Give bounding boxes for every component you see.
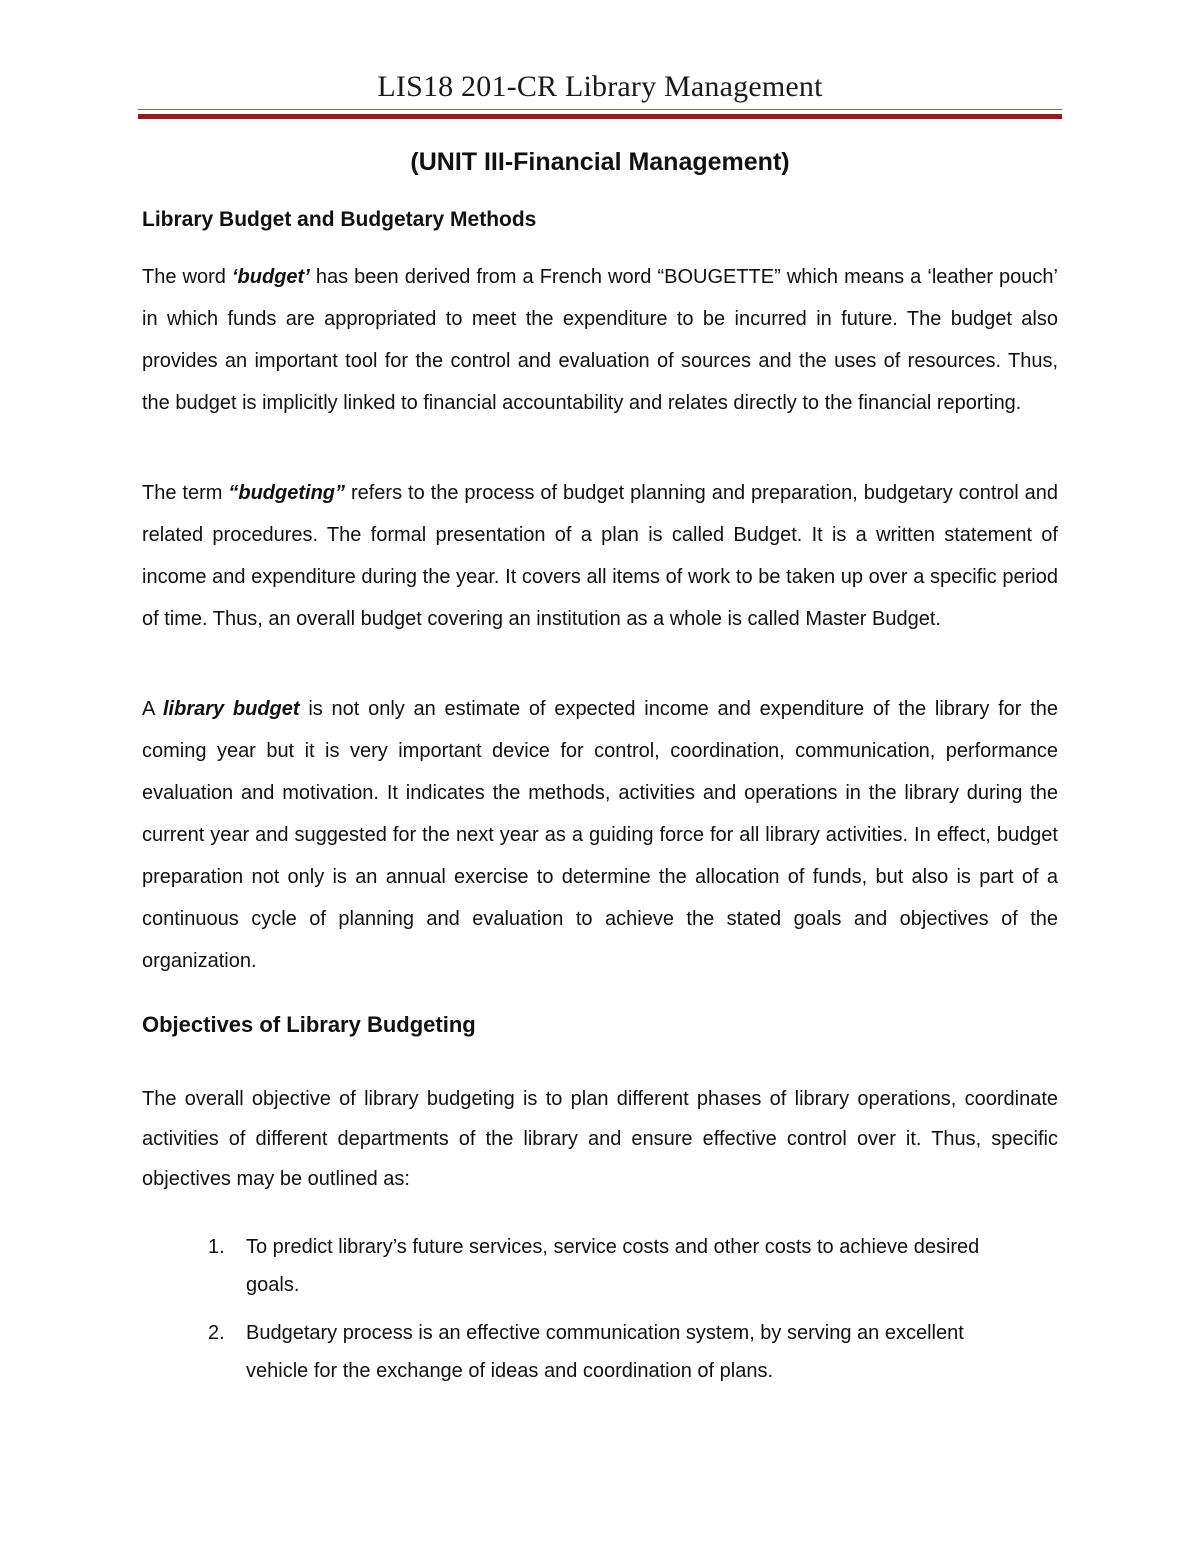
list-item-text: Budgetary process is an effective communication system, by serving an excellent vehicle for the exchange of ideas and coordination of plans. xyxy=(246,1322,964,1382)
emphasis-library-budget: library budget xyxy=(163,698,300,720)
header-rule-thick xyxy=(138,114,1062,119)
list-item-text: To predict library’s future services, service costs and other costs to achieve desired goals. xyxy=(246,1236,980,1296)
header-rule-thin xyxy=(138,109,1062,110)
list-item xyxy=(200,1228,980,1304)
page-header-title: LIS18 201-CR Library Management xyxy=(377,70,823,103)
paragraph-text-pre: The term xyxy=(142,482,229,504)
list-item-number: 1. xyxy=(208,1236,225,1258)
emphasis-budgeting: “budgeting” xyxy=(228,482,346,504)
unit-title: (UNIT III-Financial Management) xyxy=(410,148,790,176)
list-item-number: 2. xyxy=(208,1322,225,1344)
paragraph-text-post: refers to the process of budget planning and preparation, budgetary control and related procedures. The formal presentation of a plan is called Budget. It is a written statement of income and expenditure during the year. It covers all items of work to be taken up over a specific period of time. Thus, an overall budget covering an institution as a whole is called Master Budget. xyxy=(142,482,1058,630)
paragraph-budgeting-term xyxy=(142,472,1058,640)
section-heading-budget-methods: Library Budget and Budgetary Methods xyxy=(142,208,537,231)
emphasis-budget: ‘budget’ xyxy=(231,266,310,288)
paragraph-text-pre: A xyxy=(142,698,163,720)
list-item xyxy=(200,1314,980,1390)
section-heading-objectives: Objectives of Library Budgeting xyxy=(142,1012,476,1037)
paragraph-objectives-intro: The overall objective of library budgeting is to plan different phases of library operations, coordinate activities of different departments of the library and ensure effective control over it. Thus, specific objectives may be outlined as: xyxy=(142,1088,1058,1190)
paragraph-library-budget xyxy=(142,688,1058,982)
paragraph-text-post: is not only an estimate of expected income and expenditure of the library for the coming year but it is very important device for control, coordination, communication, performance evaluation and motivation. It indicates the methods, activities and operations in the library during the current year and suggested for the next year as a guiding force for all library activities. In effect, budget preparation not only is an annual exercise to determine the allocation of funds, but also is part of a continuous cycle of planning and evaluation to achieve the stated goals and objectives of the organization. xyxy=(142,698,1058,972)
paragraph-text-post: has been derived from a French word “BOUGETTE” which means a ‘leather pouch’ in which funds are appropriated to meet the expenditure to be incurred in future. The budget also provides an important tool for the control and evaluation of sources and the uses of resources. Thus, the budget is implicitly linked to financial accountability and relates directly to the financial reporting. xyxy=(142,266,1058,414)
objectives-list xyxy=(200,1228,980,1400)
paragraph-budget-definition xyxy=(142,256,1058,424)
paragraph-text-pre: The word xyxy=(142,266,232,288)
